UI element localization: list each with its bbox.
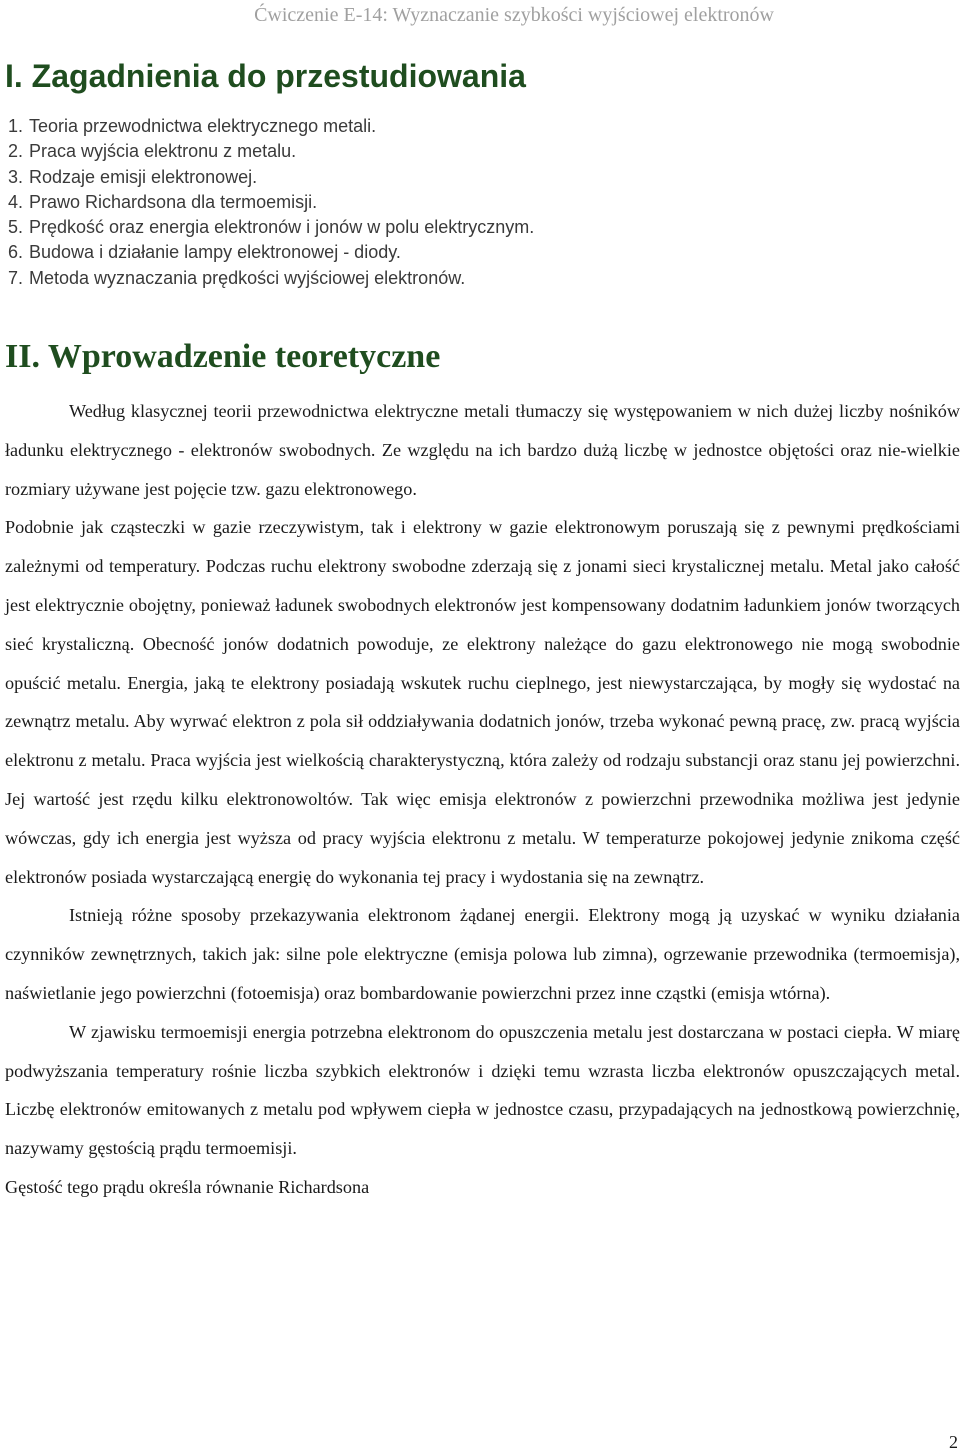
list-item-text: Rodzaje emisji elektronowej. [29,166,258,187]
page-number: 2 [949,1432,958,1452]
list-item-number: 1. [8,116,24,136]
paragraph: Istnieją różne sposoby przekazywania elektronom żądanej energii. Elektrony mogą ją uzyskać w wyniku działania czynników zewnętrznych, takich jak: silne pole elektryczne (emisja polowa lub zimna), ogrzewanie przewodnika (termoemisja), naświetlanie jego powierzchni (fotoemisja) oraz bombardowanie powierzchni przez inne cząstki (emisja wtórna). [5,905,960,1003]
theory-body [5,392,960,1207]
paragraph: Podobnie jak cząsteczki w gazie rzeczywistym, tak i elektrony w gazie elektronowym poruszają się z pewnymi prędkościami zależnymi od temperatury. Podczas ruchu elektrony swobodne zderzają się z jonami sieci krystalicznej metalu. Metal jako całość jest elektrycznie obojętny, ponieważ ładunek swobodnych elektronów jest kompensowany dodatnim ładunkiem jonów tworzących sieć krystaliczną. Obecność jonów dodatnich powoduje, ze elektrony należące do gazu elektronowego nie mogą swobodnie opuścić metalu. Energia, jaką te elektrony posiadają wskutek ruchu cieplnego, jest niewystarczająca, by mogły się wydostać na zewnątrz metalu. Aby wyrwać elektron z pola sił oddziaływania dodatnich jonów, trzeba wykonać pewną pracę, zw. pracą wyjścia elektronu z metalu. Praca wyjścia jest wielkością charakterystyczną, która zależy od rodzaju substancji oraz stanu jej powierzchni. Jej wartość jest rzędu kilku elektronowoltów. Tak więc emisja elektronów z powierzchni przewodnika możliwa jest jedynie wówczas, gdy ich energia jest wyższa od pracy wyjścia elektronu z metalu. W temperaturze pokojowej jedynie znikoma część elektronów posiada wystarczającą energię do wykonania tej pracy i wydostania się na zewnątrz. [5,517,960,887]
section-heading-topics: I. Zagadnienia do przestudiowania [5,58,526,94]
running-header: Ćwiczenie E-14: Wyznaczanie szybkości wyjściowej elektronów [254,4,774,26]
list-item-number: 5. [8,217,24,238]
list-item-text: Prędkość oraz energia elektronów i jonów w polu elektrycznym. [29,217,535,238]
list-item [8,114,534,139]
list-item [8,215,534,240]
paragraph: Gęstość tego prądu określa równanie Richardsona [5,1176,370,1197]
list-item-number: 7. [8,267,24,288]
list-item-text: Prawo Richardsona dla termoemisji. [29,191,318,212]
list-item-text: Praca wyjścia elektronu z metalu. [29,141,297,162]
list-item [8,139,534,164]
list-item [8,240,534,265]
list-item [8,190,534,215]
topic-list [8,114,534,291]
list-item-text: Metoda wyznaczania prędkości wyjściowej elektronów. [29,267,466,288]
list-item-number: 3. [8,166,24,187]
list-item-text: Teoria przewodnictwa elektrycznego metali. [29,116,377,136]
list-item-text: Budowa i działanie lampy elektronowej - diody. [29,242,401,263]
paragraph: Według klasycznej teorii przewodnictwa elektryczne metali tłumaczy się występowaniem w nich dużej liczby nośników ładunku elektrycznego - elektronów swobodnych. Ze względu na ich bardzo dużą liczbę w jednostce objętości oraz nie-wielkie rozmiary używane jest pojęcie tzw. gazu elektronowego. [5,401,960,499]
list-item-number: 4. [8,191,24,212]
paragraph: W zjawisku termoemisji energia potrzebna elektronom do opuszczenia metalu jest dostarczana w postaci ciepła. W miarę podwyższania temperatury rośnie liczba szybkich elektronów i dzięki temu wzrasta liczba elektronów opuszczających metal. Liczbę elektronów emitowanych z metalu pod wpływem ciepła w jednostce czasu, przypadających na jednostkową powierzchnię, nazywamy gęstością prądu termoemisji. [5,1021,960,1159]
list-item-number: 2. [8,141,24,162]
list-item-number: 6. [8,242,24,263]
list-item [8,165,534,190]
list-item [8,266,534,291]
section-heading-theory: II. Wprowadzenie teoretyczne [5,338,441,375]
